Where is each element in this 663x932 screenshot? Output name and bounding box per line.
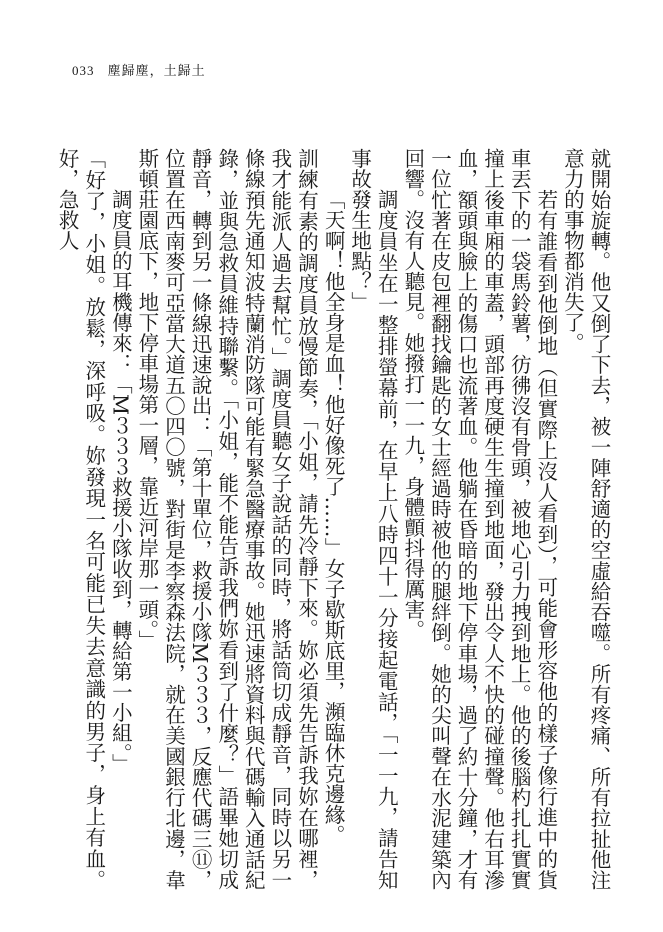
paragraph: 「天啊！他全身是血！他好像死了……」女子歇斯底里，瀕臨休克邊緣。 bbox=[321, 189, 346, 845]
paragraph: 調度員坐在一整排螢幕前，在早上八時四十一分接起電話，「一一九，請告知事故發生地點？」 bbox=[347, 148, 399, 890]
paragraph: 調度員的耳機傳來：「M３３３救援小隊收到，轉給第一小組。」 bbox=[108, 189, 133, 774]
running-header bbox=[72, 60, 206, 79]
paragraph: 就開始旋轉。他又倒了下去，被一陣舒適的空虛給吞噬。所有疼痛、所有拉扯他注意力的事物都消失了。 bbox=[560, 148, 611, 890]
page-number: 033 bbox=[72, 63, 95, 78]
paragraph: 若有誰看到他倒地（但實際上沒人看到），可能會形容他的樣子像行進中的貨車丟下的一袋馬鈴薯，彷彿沒有骨頭，被地心引力拽到地上。他的後腦杓扎扎實實撞上後車廂的車蓋，頭部再度硬生生撞到地面，發出令人不快的碰撞聲。他右耳滲血，額頭與臉上的傷口也流著血。他躺在昏暗的地下停車場，過了約十分鐘，才有一位忙著在皮包裡翻找鑰匙的女士經過時被他的腿絆倒。她的尖叫聲在水泥建築內回響。沒有人聽見。她撥打一一九，身體顫抖得厲害。 bbox=[400, 148, 558, 890]
body-text bbox=[52, 148, 612, 890]
paragraph: 訓練有素的調度員放慢節奏，「小姐，請先冷靜下來。妳必須先告訴我妳在哪裡，我才能派人過去幫忙。」調度員聽女子說話的同時，將話筒切成靜音，同時以另一條線預先通知波特蘭消防隊可能有緊急醫療事故。她迅速將資料與代碼輸入通話紀錄，並與急救員維持聯繫。「小姐，能不能告訴我們妳看到了什麼？」語畢她切成靜音，轉到另一條線迅速說出：「第十單位，救援小隊M３３３，反應代碼三⑪，位置在西南麥可亞當大道五〇四〇號，對街是李察森法院，就在美國銀行北邊，韋斯頓莊園底下，地下停車場第一層，靠近河岸那一頭。」 bbox=[134, 148, 319, 890]
running-title: 塵歸塵，土歸土 bbox=[107, 64, 206, 79]
paragraph: 「好了，小姐。放鬆，深呼吸。妳發現一名可能已失去意識的男子，身上有血。好，急救人 bbox=[55, 148, 106, 890]
